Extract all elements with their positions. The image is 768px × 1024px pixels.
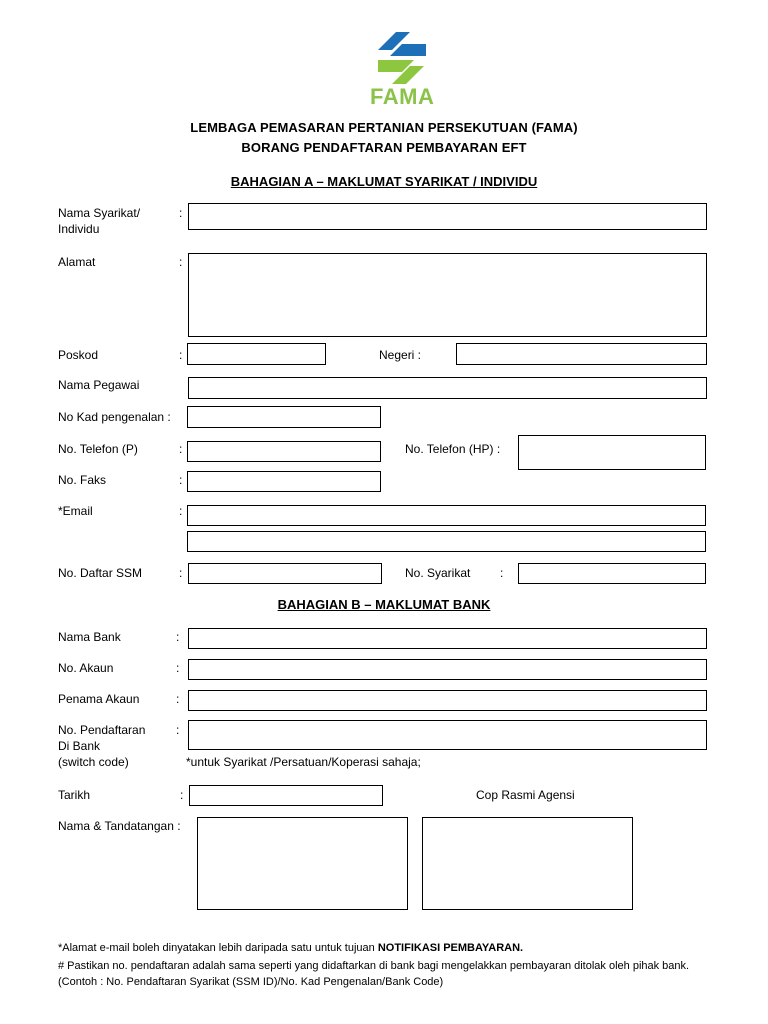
colon: :: [179, 473, 183, 487]
nama-pegawai-input[interactable]: [188, 377, 707, 399]
fama-logo-text: FAMA: [370, 84, 435, 109]
label-pendaftaran-line2: Di Bank: [58, 739, 101, 753]
form-title: BORANG PENDAFTARAN PEMBAYARAN EFT: [241, 140, 527, 155]
footer-note-1-text: *Alamat e-mail boleh dinyatakan lebih daripada satu untuk tujuan: [58, 942, 378, 954]
daftar-ssm-input[interactable]: [188, 563, 382, 584]
label-negeri: Negeri :: [379, 348, 422, 362]
label-email: *Email: [58, 504, 93, 518]
label-no-syarikat: No. Syarikat: [405, 566, 471, 580]
fama-logo: [368, 30, 438, 108]
colon: :: [179, 504, 183, 518]
label-nama-syarikat-line2: Individu: [58, 222, 100, 236]
label-nama-bank: Nama Bank: [58, 630, 121, 644]
section-a-title: BAHAGIAN A – MAKLUMAT SYARIKAT / INDIVIDU: [230, 174, 538, 189]
email-input-2[interactable]: [187, 531, 706, 552]
nama-bank-input[interactable]: [188, 628, 707, 649]
label-no-akaun: No. Akaun: [58, 661, 114, 675]
fama-logo-icon: [376, 32, 428, 84]
colon: :: [180, 788, 184, 802]
colon: :: [179, 348, 183, 362]
email-input-1[interactable]: [187, 505, 706, 526]
label-tarikh: Tarikh: [58, 788, 91, 802]
section-b-title: BAHAGIAN B – MAKLUMAT BANK: [277, 597, 491, 612]
label-pendaftaran-line3: (switch code): [58, 755, 129, 769]
label-tel-hp: No. Telefon (HP) :: [405, 442, 501, 456]
signature-box[interactable]: [197, 817, 408, 910]
footer-note-1-bold: NOTIFIKASI PEMBAYARAN.: [377, 942, 524, 954]
tel-p-input[interactable]: [187, 441, 381, 462]
colon: :: [179, 206, 183, 220]
colon: :: [176, 723, 180, 737]
footer-note-3: (Contoh : No. Pendaftaran Syarikat (SSM ID)/No. Kad Pengenalan/Bank Code): [58, 976, 444, 988]
penama-akaun-input[interactable]: [188, 690, 707, 711]
colon: :: [179, 442, 183, 456]
no-akaun-input[interactable]: [188, 659, 707, 680]
colon: :: [179, 566, 183, 580]
label-poskod: Poskod: [58, 348, 99, 362]
colon: :: [179, 255, 183, 269]
label-tel-p: No. Telefon (P): [58, 442, 138, 456]
colon: :: [500, 566, 504, 580]
footer-note-2: # Pastikan no. pendaftaran adalah sama seperti yang didaftarkan di bank bagi mengelakkan pembayaran ditolak oleh pihak bank.: [58, 960, 690, 972]
alamat-input[interactable]: [188, 253, 707, 337]
label-nama-syarikat-line1: Nama Syarikat/: [58, 206, 141, 220]
label-faks: No. Faks: [58, 473, 107, 487]
no-kad-input[interactable]: [187, 406, 381, 428]
colon: :: [176, 661, 180, 675]
poskod-input[interactable]: [187, 343, 326, 365]
label-no-kad: No Kad pengenalan :: [58, 410, 171, 424]
label-pendaftaran-line1: No. Pendaftaran: [58, 723, 146, 737]
footer-note-1: [58, 940, 523, 956]
faks-input[interactable]: [187, 471, 381, 492]
label-alamat: Alamat: [58, 255, 96, 269]
tel-hp-input[interactable]: [518, 435, 706, 470]
pendaftaran-note: *untuk Syarikat /Persatuan/Koperasi sahaja;: [186, 755, 421, 769]
label-penama-akaun: Penama Akaun: [58, 692, 140, 706]
stamp-box[interactable]: [422, 817, 633, 910]
label-nama-tandatangan: Nama & Tandatangan :: [58, 819, 181, 833]
no-syarikat-input[interactable]: [518, 563, 706, 584]
negeri-input[interactable]: [456, 343, 707, 365]
label-daftar-ssm: No. Daftar SSM: [58, 566, 143, 580]
agency-title: LEMBAGA PEMASARAN PERTANIAN PERSEKUTUAN (FAMA): [190, 120, 578, 135]
label-nama-pegawai: Nama Pegawai: [58, 378, 140, 392]
label-cop: Cop Rasmi Agensi: [476, 788, 575, 802]
pendaftaran-input[interactable]: [188, 720, 707, 750]
colon: :: [176, 630, 180, 644]
colon: :: [176, 692, 180, 706]
tarikh-input[interactable]: [189, 785, 383, 806]
nama-syarikat-input[interactable]: [188, 203, 707, 230]
